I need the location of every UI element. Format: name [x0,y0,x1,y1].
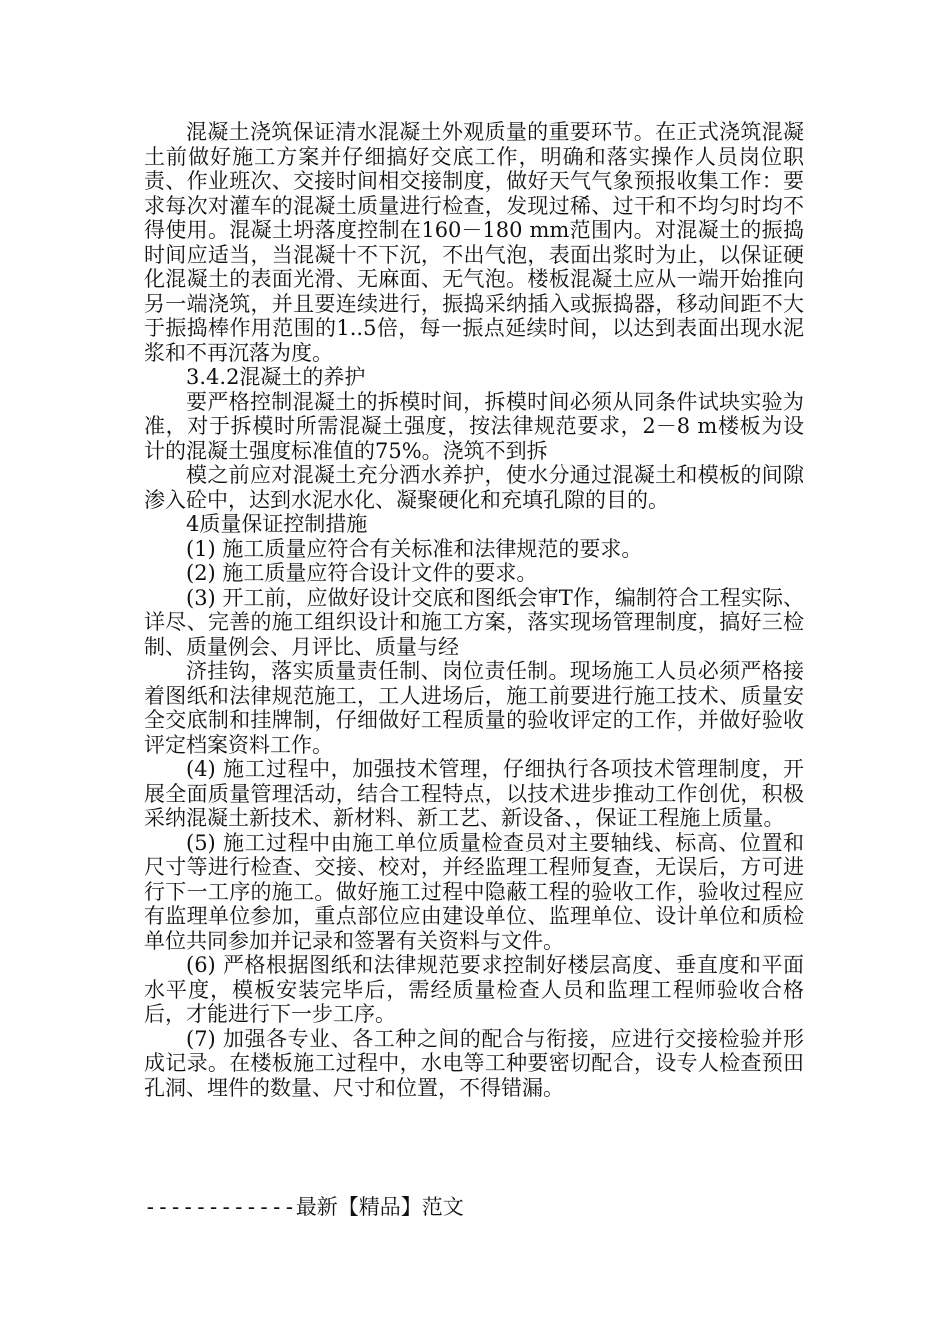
document-body [144,120,804,1100]
list-item-3-continued: 济挂钩，落实质量责任制、岗位责任制。现场施工人员必须严格接着图纸和法律规范施工，工人进场后，施工前要进行施工技术、质量安全交底制和挂牌制，仔细做好工程质量的验收评定的工作，并做好验收评定档案资料工作。 [144,659,804,757]
list-item-4: (4) 施工过程中，加强技术管理，仔细执行各项技术管理制度，开展全面质量管理活动，结合工程特点，以技术进步推动工作创优，积极采纳混凝土新技术、新材料、新工艺、新设备、，保证工程施上质量。 [144,757,804,830]
page-footer [144,1194,464,1220]
list-item-5: (5) 施工过程中由施工单位质量检查员对主要轴线、标高、位置和尺寸等进行检查、交接、校对，并经监理工程师复查，无误后，方可进行下一工序的施工。做好施工过程中隐蔽工程的验收工作，验收过程应有监理单位参加，重点部位应由建设单位、监理单位、设计单位和质检单位共同参加并记录和签署有关资料与文件。 [144,830,804,953]
list-item-1: (1) 施工质量应符合有关标准和法律规范的要求。 [186,536,643,561]
section-heading-curing: 3.4.2混凝土的养护 [186,365,366,389]
paragraph-formwork-removal: 要严格控制混凝土的拆模时间，拆模时间必须从同条件试块实验为准，对于拆模时所需混凝土强度，按法律规范要求，2－8 m楼板为设计的混凝土强度标准值的75%。浇筑不到拆 [144,389,804,463]
list-item-6: (6) 严格根据图纸和法律规范要求控制好楼层高度、垂直度和平面水平度，模板安装完毕后，需经质量检查人员和监理工程师验收合格后，才能进行下一步工序。 [144,953,804,1026]
list-item-2: (2) 施工质量应符合设计文件的要求。 [186,561,538,585]
footer-dashes: ------------ [144,1195,296,1219]
footer-title: 最新【精品】范文 [295,1195,464,1219]
list-item-7: (7) 加强各专业、各工种之间的配合与衔接，应进行交接检验并形成记录。在楼板施工过程中，水电等工种要密切配合，设专人检查预田孔洞、埋件的数量、尺寸和位置，不得错漏。 [144,1026,804,1100]
paragraph-watering-curing: 模之前应对混凝土充分洒水养护，使水分通过混凝土和模板的间隙渗入砼中，达到水泥水化、凝聚硬化和充填孔隙的目的。 [144,463,804,512]
section-heading-quality-measures: 4质量保证控制措施 [186,512,368,536]
paragraph-concrete-pouring: 混凝土浇筑保证清水混凝土外观质量的重要环节。在正式浇筑混凝土前做好施工方案并仔细搞好交底工作，明确和落实操作人员岗位职责、作业班次、交接时间相交接制度，做好天气气象预报收集工作：要求每次对灌车的混凝土质量进行检查，发现过稀、过干和不均匀时均不得使用。混凝土坍落度控制在160－180 mm范围内。对混凝土的振捣时间应适当，当混凝十不下沉，不出气泡，表面出浆时为止，以保证硬化混凝土的表面光滑、无麻面、无气泡。楼板混凝土应从一端开始推向另一端浇筑，并且要连续进行，振捣采纳插入或振捣器，移动间距不大于振捣棒作用范围的1..5倍，每一振点延续时间，以达到表面出现水泥浆和不再沉落为度。 [144,120,804,365]
list-item-3: (3) 开工前，应做好设计交底和图纸会审T作，编制符合工程实际、详尽、完善的施工组织设计和施工方案，落实现场管理制度，搞好三检制、质量例会、月评比、质量与经 [144,585,804,659]
